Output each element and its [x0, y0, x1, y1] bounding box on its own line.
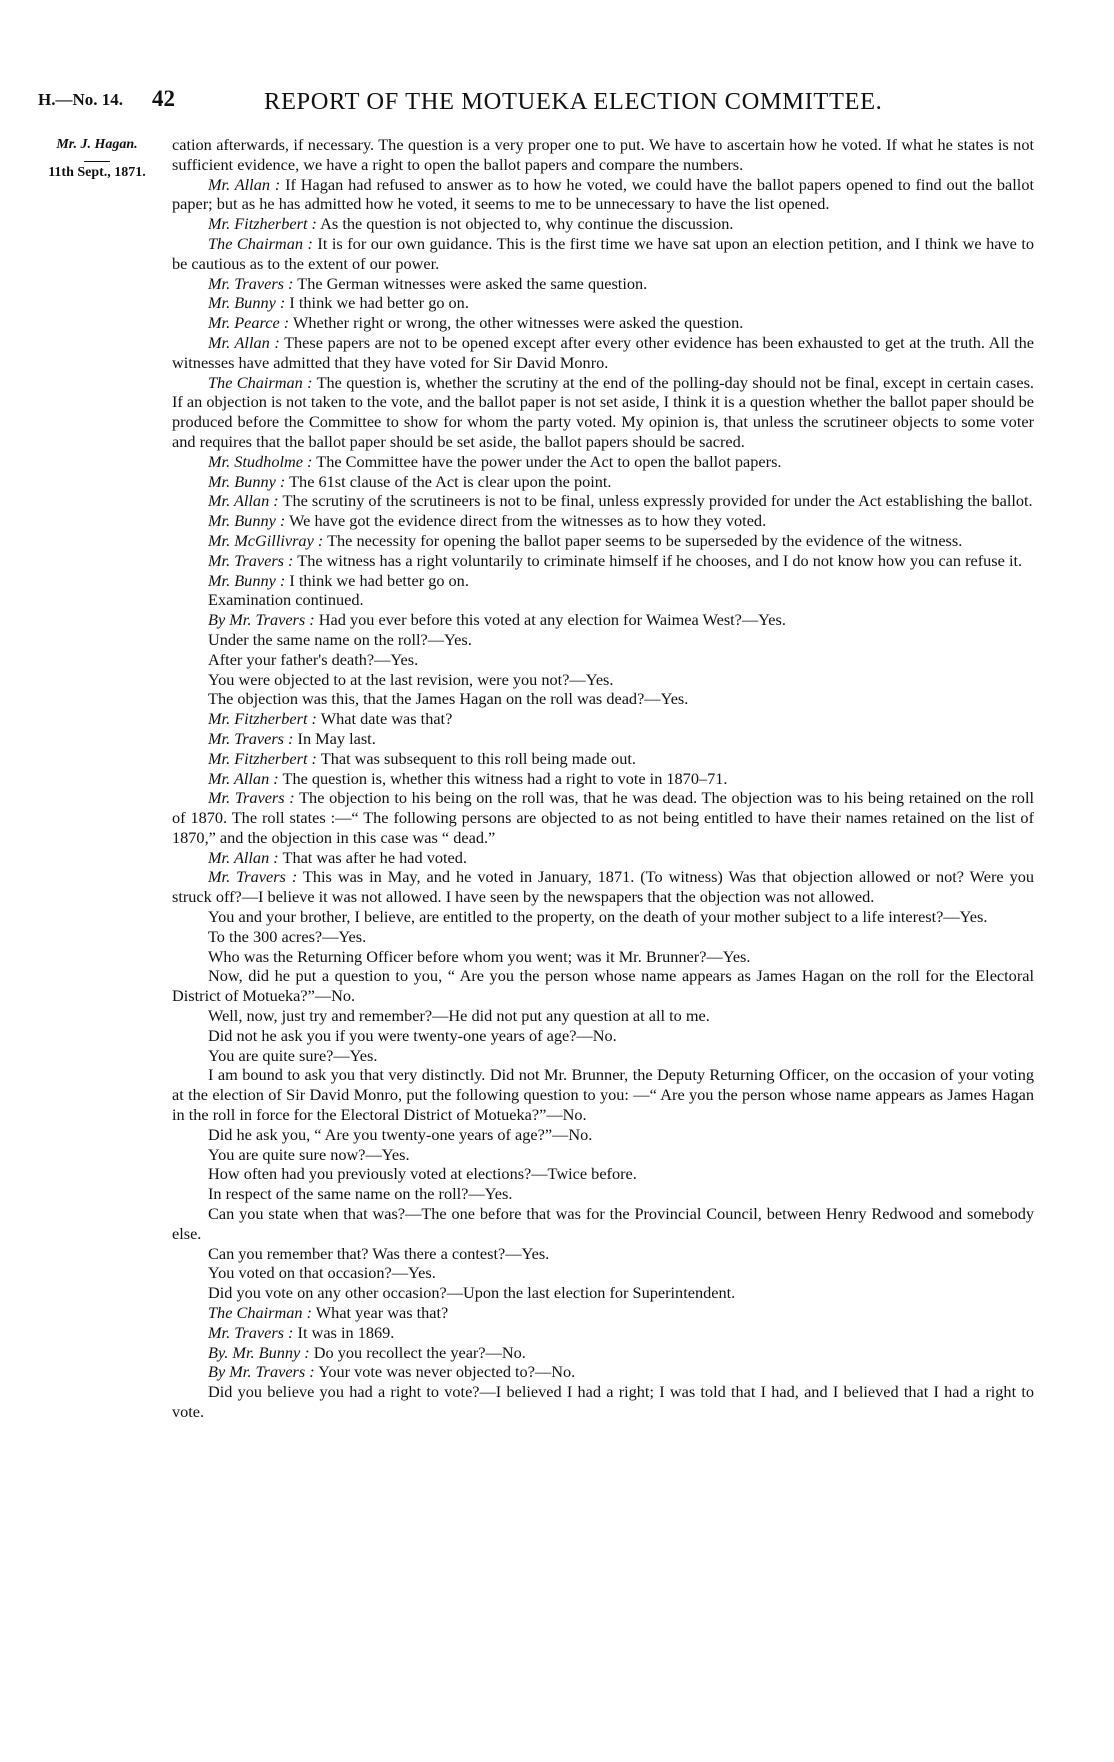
speaker-name: The Chairman : — [208, 1303, 313, 1323]
paragraph — [172, 1065, 1034, 1124]
paragraph — [172, 214, 1034, 234]
paragraph — [172, 472, 1034, 492]
paragraph-text: Can you remember that? Was there a contest?—Yes. — [208, 1243, 550, 1263]
paragraph-text: I think we had better go on. — [285, 293, 469, 313]
paragraph-text: Do you recollect the year?—No. — [309, 1342, 526, 1362]
paragraph-text: After your father's death?—Yes. — [208, 649, 419, 669]
paragraph — [172, 234, 1034, 274]
paragraph-text: The necessity for opening the ballot paper seems to be superseded by the evidence of the witness. — [323, 530, 963, 550]
paragraph-text: You are quite sure?—Yes. — [208, 1045, 378, 1065]
paragraph — [172, 511, 1034, 531]
paragraph-text: The German witnesses were asked the same question. — [293, 273, 648, 293]
paragraph — [172, 1026, 1034, 1046]
paragraph-text: You voted on that occasion?—Yes. — [208, 1263, 436, 1283]
speaker-name: Mr. Travers : — [208, 788, 295, 808]
speaker-name: Mr. Bunny : — [208, 570, 286, 590]
paragraph-text: That was subsequent to this roll being made out. — [316, 748, 636, 768]
paragraph — [172, 571, 1034, 591]
running-header — [0, 86, 1114, 116]
speaker-name: Mr. Travers : — [208, 1322, 294, 1342]
speaker-name: Mr. Allan : — [208, 174, 281, 194]
paragraph — [172, 1046, 1034, 1066]
paragraph-text: The objection was this, that the James Hagan on the roll was dead?—Yes. — [208, 689, 689, 709]
paragraph-text: You and your brother, I believe, are entitled to the property, on the death of your mother subject to a life interest?—Yes. — [208, 907, 988, 927]
paragraph — [172, 551, 1034, 571]
speaker-name: Mr. Fitzherbert : — [208, 214, 317, 234]
paragraph — [172, 610, 1034, 630]
speaker-name: Mr. Allan : — [208, 332, 280, 352]
paragraph-text: You are quite sure now?—Yes. — [208, 1144, 410, 1164]
paragraph-text: Can you state when that was?—The one before that was for the Provincial Council, between Henry Redwood and somebody else. — [172, 1204, 1034, 1243]
paragraph — [172, 867, 1034, 907]
paragraph-text: Did you vote on any other occasion?—Upon the last election for Superintendent. — [208, 1283, 736, 1303]
paragraph-text: cation afterwards, if necessary. The question is a very proper one to put. We have to ascertain how he voted. If what he states is not sufficient evidence, we have a right to open the ballot papers and compare the numbers. — [172, 135, 1034, 174]
paragraph — [172, 452, 1034, 472]
speaker-name: Mr. Bunny : — [208, 293, 286, 313]
paragraph — [172, 313, 1034, 333]
paragraph-text: The 61st clause of the Act is clear upon the point. — [285, 471, 612, 491]
paragraph-text: I am bound to ask you that very distinctly. Did not Mr. Brunner, the Deputy Returning Officer, on the occasion of your voting at the election of Sir David Monro, put the following question to you: —“ Are you the person whose name appears as James Hagan in the roll in force for the Electoral District of Motueka?”—No. — [172, 1065, 1034, 1125]
paragraph-text: It was in 1869. — [293, 1322, 395, 1342]
paragraph-text: Under the same name on the roll?—Yes. — [208, 629, 472, 649]
paragraph — [172, 966, 1034, 1006]
paragraph-text: To the 300 acres?—Yes. — [208, 926, 367, 946]
paragraph — [172, 491, 1034, 511]
paragraph-text: In respect of the same name on the roll?—Yes. — [208, 1184, 513, 1204]
paragraph — [172, 333, 1034, 373]
paragraph-text: How often had you previously voted at elections?—Twice before. — [208, 1164, 637, 1184]
paragraph-text: It is for our own guidance. This is the first time we have sat upon an election petition, and I think we have to be cautious as to the extent of our power. — [172, 233, 1034, 273]
speaker-name: Mr. Bunny : — [208, 471, 286, 491]
speaker-name: Mr. Travers : — [208, 867, 298, 887]
paragraph — [172, 1125, 1034, 1145]
document-reference: H.—No. 14. — [38, 90, 123, 109]
margin-note — [28, 136, 166, 182]
speaker-name: By. Mr. Bunny : — [208, 1342, 310, 1362]
paragraph-text: Had you ever before this voted at any election for Waimea West?—Yes. — [314, 610, 786, 630]
paragraph — [172, 590, 1034, 610]
body-text — [172, 135, 1034, 1422]
paragraph — [172, 1382, 1034, 1422]
paragraph-text: Whether right or wrong, the other witnesses were asked the question. — [289, 313, 744, 333]
margin-rule — [84, 161, 110, 162]
speaker-name: Mr. Studholme : — [208, 451, 313, 471]
speaker-name: Mr. Travers : — [208, 728, 294, 748]
speaker-name: Mr. Pearce : — [208, 313, 290, 333]
paragraph — [172, 709, 1034, 729]
paragraph — [172, 135, 1034, 175]
margin-witness-name: Mr. J. Hagan. — [56, 137, 138, 152]
paragraph-text: If Hagan had refused to answer as to how he voted, we could have the ballot papers opened to find out the ballot paper; but as he has admitted how he voted, it seems to me to be unnecessary to have the list opened. — [172, 174, 1034, 214]
paragraph — [172, 1164, 1034, 1184]
paragraph — [172, 1204, 1034, 1244]
paragraph — [172, 1184, 1034, 1204]
speaker-name: The Chairman : — [208, 372, 313, 392]
paragraph — [172, 1244, 1034, 1264]
paragraph — [172, 1303, 1034, 1323]
paragraph — [172, 274, 1034, 294]
paragraph — [172, 1343, 1034, 1363]
paragraph — [172, 531, 1034, 551]
speaker-name: Mr. Fitzherbert : — [208, 748, 317, 768]
speaker-name: The Chairman : — [208, 233, 313, 253]
page-number: 42 — [152, 86, 175, 111]
paragraph-text: As the question is not objected to, why continue the discussion. — [316, 214, 734, 234]
paragraph-text: In May last. — [293, 728, 376, 748]
paragraph-text: Did you believe you had a right to vote?—I believed I had a right; I was told that I had, and I believed that I had a right to vote. — [172, 1382, 1034, 1421]
paragraph-text: Did not he ask you if you were twenty-one years of age?—No. — [208, 1025, 617, 1045]
speaker-name: By Mr. Travers : — [208, 610, 315, 630]
speaker-name: Mr. Bunny : — [208, 511, 286, 531]
paragraph — [172, 689, 1034, 709]
paragraph — [172, 1283, 1034, 1303]
paragraph-text: Well, now, just try and remember?—He did not put any question at all to me. — [208, 1006, 710, 1026]
paragraph — [172, 670, 1034, 690]
speaker-name: By Mr. Travers : — [208, 1362, 315, 1382]
paragraph — [172, 1263, 1034, 1283]
speaker-name: Mr. Allan : — [208, 847, 279, 867]
paragraph-text: That was after he had voted. — [278, 847, 467, 867]
speaker-name: Mr. Fitzherbert : — [208, 709, 317, 729]
paragraph-text: The scrutiny of the scrutineers is not to be final, unless expressly provided for under the Act establishing the ballot. — [278, 491, 1033, 511]
paragraph — [172, 1006, 1034, 1026]
paragraph-text: The question is, whether the scrutiny at the end of the polling-day should not be final, except in certain cases. If an objection is not taken to the vote, and the ballot paper is not set aside, I think it is a question whether the ballot paper should be produced before the Committee to show for whom the party voted. My opinion is, that unless the scrutineer objects to some voter and requires that the ballot paper should be set aside, the ballot papers should be sacred. — [172, 372, 1035, 451]
paragraph-text: These papers are not to be opened except after every other evidence has been exhausted to get at the truth. All the witnesses have admitted that they have voted for Sir David Monro. — [172, 332, 1034, 372]
paragraph-text: What year was that? — [312, 1303, 449, 1323]
speaker-name: Mr. Travers : — [208, 273, 294, 293]
paragraph-text: We have got the evidence direct from the witnesses as to how they voted. — [285, 511, 767, 531]
page-title: REPORT OF THE MOTUEKA ELECTION COMMITTEE. — [264, 88, 883, 115]
paragraph-text: Who was the Returning Officer before whom you went; was it Mr. Brunner?—Yes. — [208, 946, 751, 966]
paragraph-text: Now, did he put a question to you, “ Are you the person whose name appears as James Hagan on the roll for the Electoral District of Motueka?”—No. — [172, 966, 1034, 1006]
paragraph — [172, 947, 1034, 967]
margin-date: 11th Sept., 1871. — [48, 165, 146, 180]
paragraph — [172, 1362, 1034, 1382]
speaker-name: Mr. Allan : — [208, 768, 279, 788]
paragraph-text: You were objected to at the last revision, were you not?—Yes. — [208, 669, 614, 689]
paragraph — [172, 1145, 1034, 1165]
paragraph-text: Your vote was never objected to?—No. — [314, 1362, 576, 1382]
paragraph-text: This was in May, and he voted in January, 1871. (To witness) Was that objection allowed or not? Were you struck off?—I believe it was not allowed. I have seen by the newspapers that the objection was not allowed. — [172, 867, 1034, 907]
paragraph — [172, 927, 1034, 947]
paragraph — [172, 630, 1034, 650]
paragraph-text: Did he ask you, “ Are you twenty-one years of age?”—No. — [208, 1124, 593, 1144]
paragraph — [172, 175, 1034, 215]
paragraph — [172, 907, 1034, 927]
paragraph — [172, 848, 1034, 868]
paragraph — [172, 788, 1034, 847]
paragraph — [172, 769, 1034, 789]
paragraph-text: Examination continued. — [208, 590, 364, 610]
paragraph-text: The objection to his being on the roll was, that he was dead. The objection was to his being retained on the roll of 1870. The roll states :—“ The following persons are objected to as not being entitled to have their names retained on the list of 1870,” and the objection in this case was “ dead.” — [172, 788, 1034, 847]
paragraph — [172, 650, 1034, 670]
paragraph — [172, 373, 1034, 452]
paragraph-text: What date was that? — [316, 709, 453, 729]
paragraph — [172, 1323, 1034, 1343]
speaker-name: Mr. Allan : — [208, 491, 279, 511]
paragraph — [172, 749, 1034, 769]
paragraph-text: The question is, whether this witness had a right to vote in 1870–71. — [278, 768, 728, 788]
speaker-name: Mr. Travers : — [208, 550, 294, 570]
paragraph — [172, 293, 1034, 313]
paragraph-text: The witness has a right voluntarily to criminate himself if he chooses, and I do not know how you can refuse it. — [293, 550, 1023, 570]
speaker-name: Mr. McGillivray : — [208, 530, 324, 550]
paragraph — [172, 729, 1034, 749]
paragraph-text: The Committee have the power under the Act to open the ballot papers. — [312, 451, 782, 471]
paragraph-text: I think we had better go on. — [285, 570, 469, 590]
